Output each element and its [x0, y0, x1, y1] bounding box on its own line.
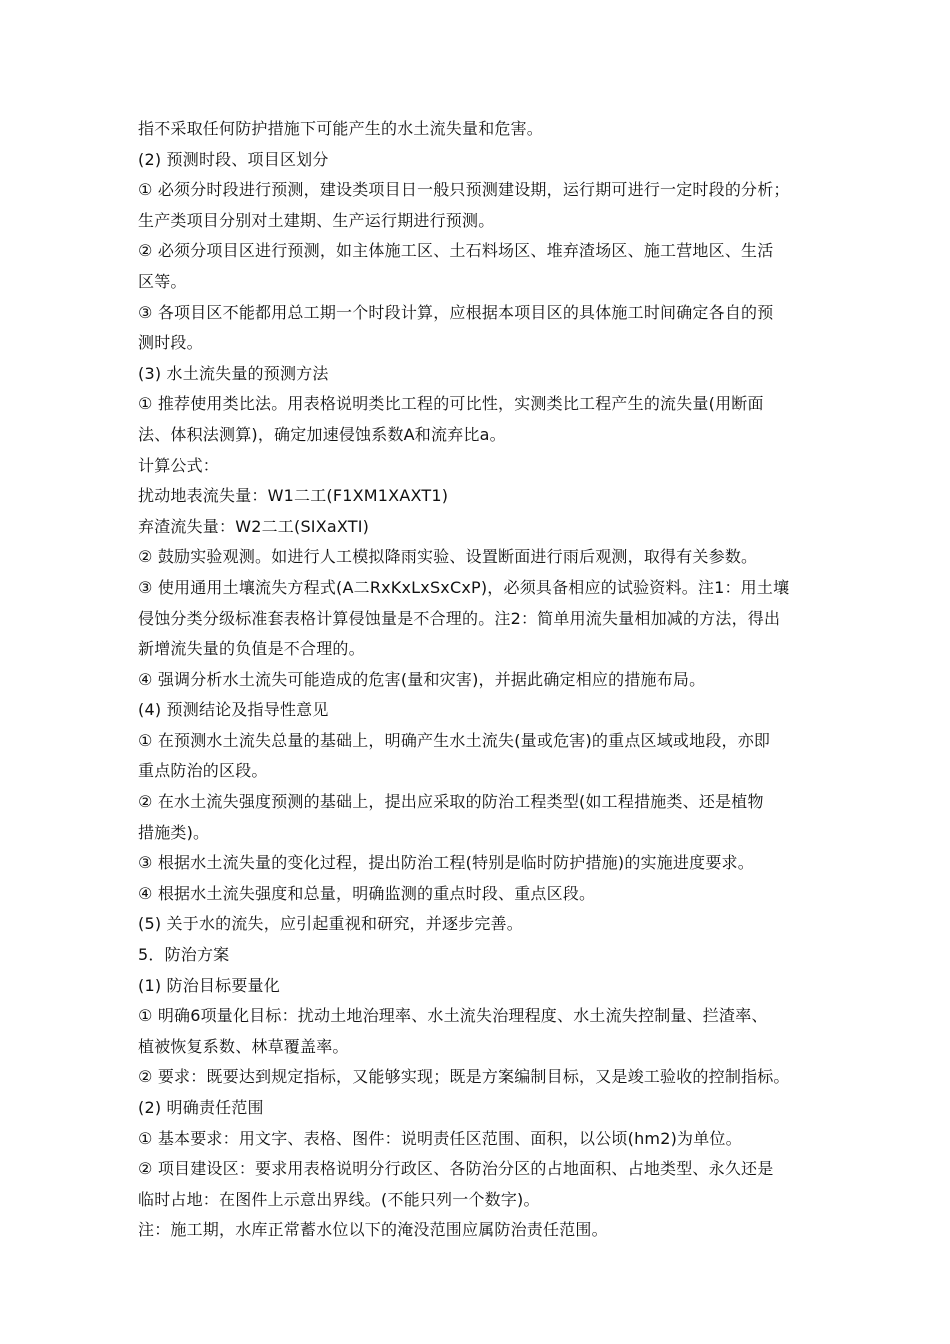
text-line-11: 法、体积法测算)，确定加速侵蚀系数A和流弃比a。 [138, 424, 506, 444]
formula-heading: 计算公式： [138, 455, 220, 475]
text-line-32: ② 要求：既要达到规定指标，又能够实现；既是方案编制目标，又是竣工验收的控制指标。 [138, 1067, 790, 1087]
section-heading-water-loss: (5) 关于水的流失，应引起重视和研究，并逐步完善。 [138, 914, 523, 934]
text-line-18: 新增流失量的负值是不合理的。 [138, 639, 365, 659]
text-line-10: ① 推荐使用类比法。用表格说明类比工程的可比性，实测类比工程产生的流失量(用断面 [138, 394, 764, 414]
section-heading-targets: (1) 防治目标要量化 [138, 975, 280, 995]
text-line-5: ② 必须分项目区进行预测，如主体施工区、土石料场区、堆弃渣场区、施工营地区、生活 [138, 241, 774, 261]
section-heading-conclusion: (4) 预测结论及指导性意见 [138, 700, 329, 720]
text-line-24: 措施类)。 [138, 822, 210, 842]
text-line-1: 指不采取任何防护措施下可能产生的水土流失量和危害。 [138, 119, 544, 138]
text-line-26: ④ 根据水土流失强度和总量，明确监测的重点时段、重点区段。 [138, 883, 596, 903]
text-line-22: 重点防治的区段。 [138, 761, 268, 781]
text-line-19: ④ 强调分析水土流失可能造成的危害(量和灾害)，并据此确定相应的措施布局。 [138, 669, 706, 689]
text-line-8: 测时段。 [138, 333, 203, 353]
section-heading-prediction-period: (2) 预测时段、项目区划分 [138, 149, 329, 169]
section-heading-prevention-plan: 5．防治方案 [138, 945, 230, 965]
text-line-15: ② 鼓励实验观测。如进行人工模拟降雨实验、设置断面进行雨后观测，取得有关参数。 [138, 547, 758, 567]
text-line-6: 区等。 [138, 271, 187, 291]
text-line-4: 生产类项目分别对土建期、生产运行期进行预测。 [138, 210, 495, 230]
document-body [138, 114, 828, 1246]
section-heading-responsibility: (2) 明确责任范围 [138, 1098, 264, 1117]
text-line-36: 临时占地：在图件上示意出界线。(不能只列一个数字)。 [138, 1189, 540, 1209]
section-heading-prediction-method: (3) 水土流失量的预测方法 [138, 363, 329, 383]
text-line-35: ② 项目建设区：要求用表格说明分行政区、各防治分区的占地面积、占地类型、永久还是 [138, 1159, 774, 1179]
note-line: 注：施工期，水库正常蓄水位以下的淹没范围应属防治责任范围。 [138, 1220, 608, 1240]
text-line-3: ① 必须分时段进行预测，建设类项目日一般只预测建设期，运行期可进行一定时段的分析； [138, 180, 790, 200]
text-line-23: ② 在水土流失强度预测的基础上，提出应采取的防治工程类型(如工程措施类、还是植物 [138, 792, 764, 812]
text-line-31: 植被恢复系数、林草覆盖率。 [138, 1036, 349, 1056]
text-line-25: ③ 根据水土流失量的变化过程，提出防治工程(特别是临时防护措施)的实施进度要求。 [138, 853, 754, 873]
text-line-34: ① 基本要求：用文字、表格、图件：说明责任区范围、面积，以公顷(hm2)为单位。 [138, 1128, 742, 1148]
formula-line-2: 弃渣流失量：W2二工(SIXaXTI) [138, 516, 370, 536]
formula-line-1: 扰动地表流失量：W1二工(F1XM1XAXT1) [138, 486, 449, 506]
text-line-16: ③ 使用通用土壤流失方程式(A二RxKxLxSxCxP)，必须具备相应的试验资料。注1：用土壤 [138, 577, 790, 597]
text-line-30: ① 明确6项量化目标：扰动土地治理率、水土流失治理程度、水土流失控制量、拦渣率、 [138, 1006, 768, 1026]
text-line-7: ③ 各项目区不能都用总工期一个时段计算，应根据本项目区的具体施工时间确定各自的预 [138, 302, 774, 322]
text-line-21: ① 在预测水土流失总量的基础上，明确产生水土流失(量或危害)的重点区域或地段，亦即 [138, 730, 771, 750]
text-line-17: 侵蚀分类分级标准套表格计算侵蚀量是不合理的。注2：简单用流失量相加减的方法，得出 [138, 608, 781, 628]
